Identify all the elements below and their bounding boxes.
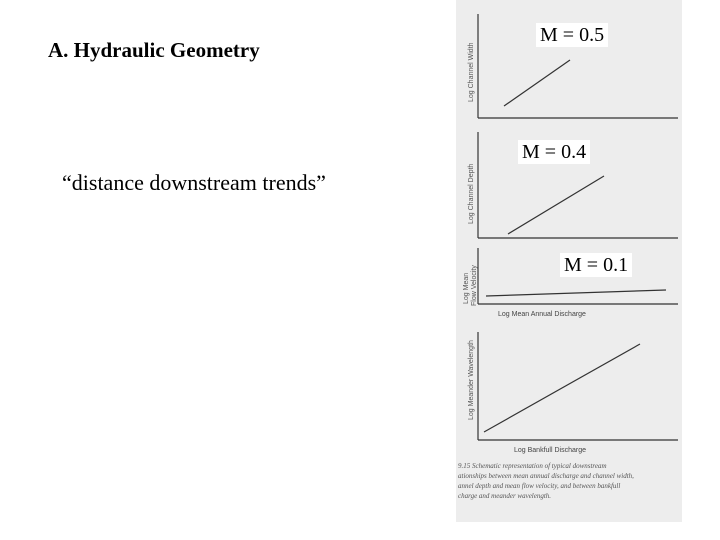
m-label-width: M = 0.5 <box>536 23 608 47</box>
panel3-trend-line <box>486 290 666 296</box>
panel4-trend-line <box>484 344 640 432</box>
m-label-velocity: M = 0.1 <box>560 253 632 277</box>
caption-line-2: ationships between mean annual discharge and channel width, <box>458 472 634 480</box>
panel3-x-label: Log Mean Annual Discharge <box>498 311 586 318</box>
slide-subtitle: “distance downstream trends” <box>62 170 326 195</box>
panel4-y-label: Log Meander Wavelength <box>468 340 475 420</box>
panel2-y-label: Log Channel Depth <box>468 163 475 224</box>
panel3-y-label-line1: Log Mean <box>463 272 470 304</box>
panel1-y-label: Log Channel Width <box>468 42 475 102</box>
caption-line-1: 9.15 Schematic representation of typical downstream <box>458 462 607 470</box>
caption-line-4: charge and meander wavelength. <box>458 492 552 500</box>
panel3-y-label-line2: Flow Velocity <box>471 265 478 306</box>
panel4-x-label: Log Bankfull Discharge <box>514 447 586 454</box>
m-label-depth: M = 0.4 <box>518 140 590 164</box>
caption-line-3: annel depth and mean flow velocity, and between bankfull <box>458 482 621 490</box>
panel1-trend-line <box>504 60 570 106</box>
panel2-trend-line <box>508 176 604 234</box>
slide-title: A. Hydraulic Geometry <box>48 38 260 62</box>
